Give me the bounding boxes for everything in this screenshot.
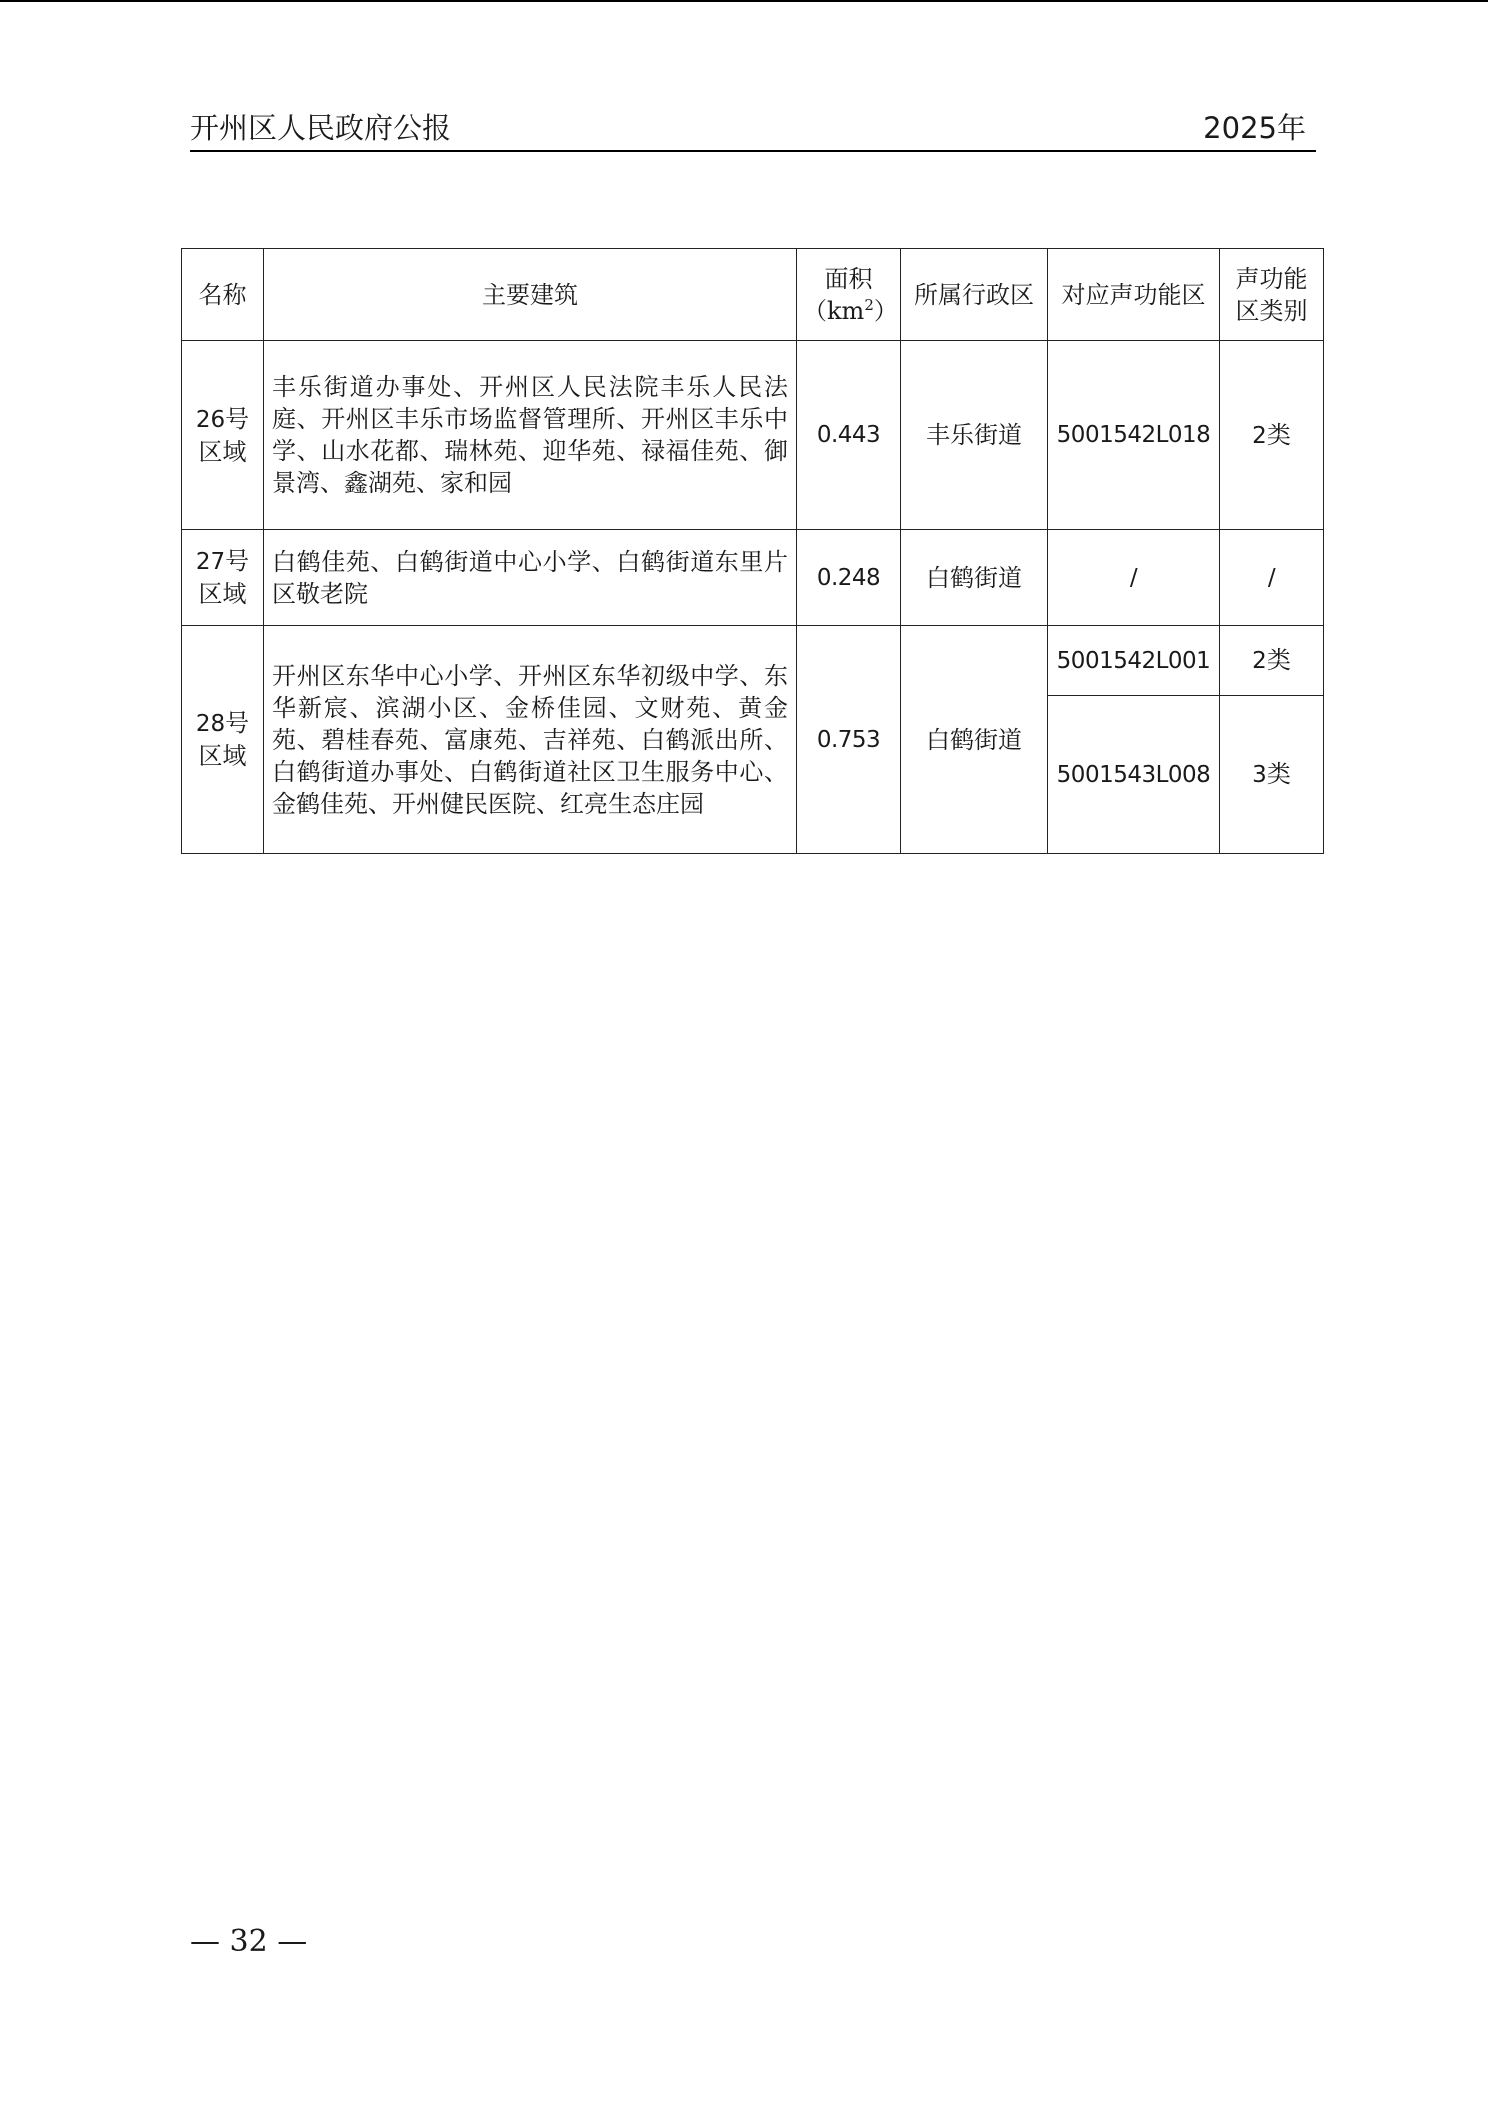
region-number: 28 [195,711,226,737]
bulletin-title: 开州区人民政府公报 [190,111,452,145]
region-hao: 号 [225,404,250,433]
region-number: 27 [195,549,226,575]
district: 白鹤街道 [901,626,1048,854]
district: 白鹤街道 [901,530,1048,626]
region-qu: 区域 [198,580,247,608]
area-unit-open: （km [803,296,865,325]
region-qu: 区域 [198,742,247,770]
table-row [182,530,1324,626]
category-suffix: 类 [1266,646,1291,674]
header-area-label: 面积 [824,264,873,293]
category-suffix: 类 [1266,420,1291,449]
header-area [797,249,901,341]
zone-code: 5001543L008 [1048,696,1220,854]
zone-code: / [1048,530,1220,626]
main-buildings: 白鹤佳苑、白鹤街道中心小学、白鹤街道东里片区敬老院 [264,530,797,626]
page-number: — 32 — [190,1924,308,1959]
region-hao: 号 [225,547,250,575]
zone-code: 5001542L001 [1048,626,1220,696]
zone-code: 5001542L018 [1048,341,1220,530]
header-area-unit [803,295,898,327]
region-hao: 号 [225,709,250,737]
header-category [1220,249,1324,341]
zone-category: / [1220,530,1324,626]
table-header-row [182,249,1324,341]
table-row [182,626,1324,696]
region-name [182,626,264,854]
area-unit-sup: 2 [864,295,874,314]
area-unit-close: ） [873,296,898,325]
header-buildings: 主要建筑 [264,249,797,341]
category-number: 2 [1252,422,1267,449]
functional-zone-table [181,248,1324,854]
zone-category [1220,696,1324,854]
header-district: 所属行政区 [901,249,1048,341]
region-name [182,341,264,530]
main-buildings: 丰乐街道办事处、开州区人民法院丰乐人民法庭、开州区丰乐市场监督管理所、开州区丰乐中学、山水花都、瑞林苑、迎华苑、禄福佳苑、御景湾、鑫湖苑、家和园 [264,341,797,530]
region-number: 26 [195,406,226,433]
header-zone: 对应声功能区 [1048,249,1220,341]
main-buildings: 开州区东华中心小学、开州区东华初级中学、东华新宸、滨湖小区、金桥佳园、文财苑、黄金苑、碧桂春苑、富康苑、吉祥苑、白鹤派出所、白鹤街道办事处、白鹤街道社区卫生服务中心、金鹤佳苑、开州健民医院、红亮生态庄园 [264,626,797,854]
year-number: 2025 [1203,111,1277,145]
region-qu: 区域 [198,437,247,466]
year-suffix: 年 [1276,111,1306,145]
area-value: 0.443 [797,341,901,530]
header-category-line2: 区类别 [1235,296,1308,325]
header-divider [190,150,1316,152]
page-header [190,108,1316,152]
bulletin-year [1203,108,1306,148]
header-category-line1: 声功能 [1235,264,1308,293]
category-number: 2 [1252,648,1267,674]
table-row [182,341,1324,530]
category-suffix: 类 [1266,760,1291,788]
region-name [182,530,264,626]
page-top-border [0,0,1488,2]
area-value: 0.753 [797,626,901,854]
zone-category [1220,341,1324,530]
header-name: 名称 [182,249,264,341]
district: 丰乐街道 [901,341,1048,530]
category-number: 3 [1252,762,1267,788]
area-value: 0.248 [797,530,901,626]
zone-category [1220,626,1324,696]
